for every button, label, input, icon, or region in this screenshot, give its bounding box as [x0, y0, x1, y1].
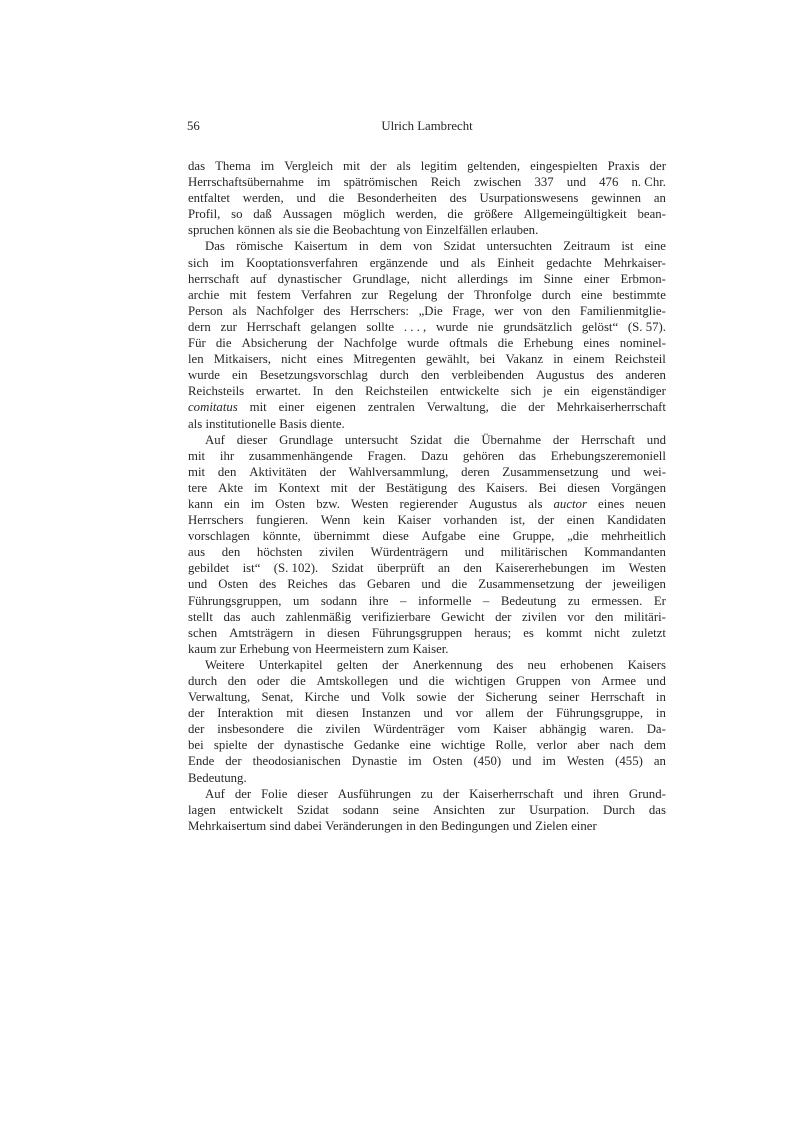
text-line: mit den Aktivitäten der Wahlversammlung, deren Zusammensetzung und wei-: [188, 464, 666, 479]
text-line: Herrschaftsübernahme im spätrömischen Reich zwischen 337 und 476 n. Chr.: [188, 175, 666, 190]
text-line: Bedeutung.: [188, 770, 247, 785]
text-line: Weitere Unterkapitel gelten der Anerkennung des neu erhobenen Kaisers: [205, 657, 666, 672]
running-head: [188, 119, 666, 136]
paragraph: [188, 159, 666, 239]
text-line: lagen entwickelt Szidat sodann seine Ansichten zur Usurpation. Durch das: [188, 802, 666, 817]
text-line: Auf dieser Grundlage untersucht Szidat die Übernahme der Herrschaft und: [205, 432, 666, 447]
text-line: kaum zur Erhebung von Heermeistern zum Kaiser.: [188, 641, 449, 656]
text-line: als institutionelle Basis diente.: [188, 416, 345, 431]
page-number: 56: [187, 119, 200, 133]
text-line: aus den höchsten zivilen Würdenträgern und militärischen Kommandanten: [188, 545, 666, 560]
text-line: comitatus mit einer eigenen zentralen Verwaltung, die der Mehrkaiserherrschaft: [188, 400, 666, 415]
text-line: und Osten des Reiches das Gebaren und die Zusammensetzung der jeweiligen: [188, 577, 666, 592]
text-line: Profil, so daß Aussagen möglich werden, die größere Allgemeingültigkeit bean-: [188, 207, 666, 222]
text-line: gebildet ist“ (S. 102). Szidat überprüft an den Kaisererhebungen im Westen: [188, 561, 666, 576]
text-line: sich im Kooptationsverfahren ergänzende und als Einheit gedachte Mehrkaiser-: [188, 255, 666, 270]
text-line: herrschaft auf dynastischer Grundlage, nicht allerdings im Sinne einer Erbmon-: [188, 271, 666, 286]
text-line: Führungsgruppen, um sodann ihre – informelle – Bedeutung zu ermessen. Er: [188, 593, 666, 608]
text-line: Das römische Kaisertum in dem von Szidat untersuchten Zeitraum ist eine: [205, 239, 666, 254]
text-line: der Interaktion mit diesen Instanzen und vor allem der Führungsgruppe, in: [188, 706, 666, 721]
text-line: schen Amtsträgern in diesen Führungsgruppen heraus; es kommt nicht zuletzt: [188, 625, 666, 640]
text-line: Auf der Folie dieser Ausführungen zu der Kaiserherrschaft und ihren Grund-: [205, 786, 666, 801]
text-block: [188, 159, 666, 835]
text-line: spruchen können als sie die Beobachtung von Einzelfällen erlauben.: [188, 223, 539, 238]
text-line: durch den oder die Amtskollegen und die wichtigen Gruppen von Armee und: [188, 674, 666, 688]
text-line: len Mitkaisers, nicht eines Mitregenten gewählt, bei Vakanz in einem Reichsteil: [188, 352, 666, 367]
text-line: der insbesondere die zivilen Würdenträger vom Kaiser abhängig waren. Da-: [188, 722, 666, 737]
text-line: bei spielte der dynastische Gedanke eine wichtige Rolle, verlor aber nach dem: [188, 738, 666, 753]
text-line: tere Akte im Kontext mit der Bestätigung des Kaisers. Bei diesen Vorgängen: [188, 480, 666, 495]
text-line: Verwaltung, Senat, Kirche und Volk sowie der Sicherung seiner Herrschaft in: [188, 690, 666, 705]
text-line: Reichsteils erwartet. In den Reichsteilen entwickelte sich je ein eigenständiger: [188, 384, 666, 399]
text-line: Herrschers fungieren. Wenn kein Kaiser vorhanden ist, der einen Kandidaten: [188, 513, 666, 528]
paragraph: [188, 433, 666, 658]
text-line: archie mit festem Verfahren zur Regelung der Thronfolge durch eine bestimmte: [188, 287, 666, 302]
paragraph: [188, 787, 666, 835]
text-line: Für die Absicherung der Nachfolge wurde oftmals die Erhebung eines nominel-: [188, 336, 666, 351]
text-line: das Thema im Vergleich mit der als legitim geltenden, eingespielten Praxis der: [188, 159, 666, 173]
text-line: kann ein im Osten bzw. Westen regierender Augustus als auctor eines neuen: [188, 496, 666, 511]
text-line: entfaltet werden, und die Besonderheiten des Usurpationswesens gewinnen an: [188, 191, 666, 206]
running-head-author: Ulrich Lambrecht: [381, 119, 473, 133]
text-line: Ende der theodosianischen Dynastie im Osten (450) und im Westen (455) an: [188, 754, 666, 769]
text-line: wurde ein Besetzungsvorschlag durch den verbleibenden Augustus des anderen: [188, 368, 666, 383]
text-line: Person als Nachfolger des Herrschers: „Die Frage, wer von den Familienmitglie-: [188, 303, 666, 318]
text-line: stellt das auch zahlenmäßig verifizierbare Gewicht der zivilen vor den militäri-: [188, 609, 666, 624]
paragraph: [188, 239, 666, 432]
text-line: Mehrkaisertum sind dabei Veränderungen in den Bedingungen und Zielen einer: [188, 818, 597, 833]
text-line: vorschlagen könnte, übernimmt diese Aufgabe eine Gruppe, „die mehrheitlich: [188, 529, 666, 544]
paragraph: [188, 658, 666, 787]
text-line: dern zur Herrschaft gelangen sollte . . . , wurde nie grundsätzlich gelöst“ (S. 57).: [188, 319, 666, 334]
text-line: mit ihr zusammenhängende Fragen. Dazu gehören das Erhebungszeremoniell: [188, 448, 666, 463]
